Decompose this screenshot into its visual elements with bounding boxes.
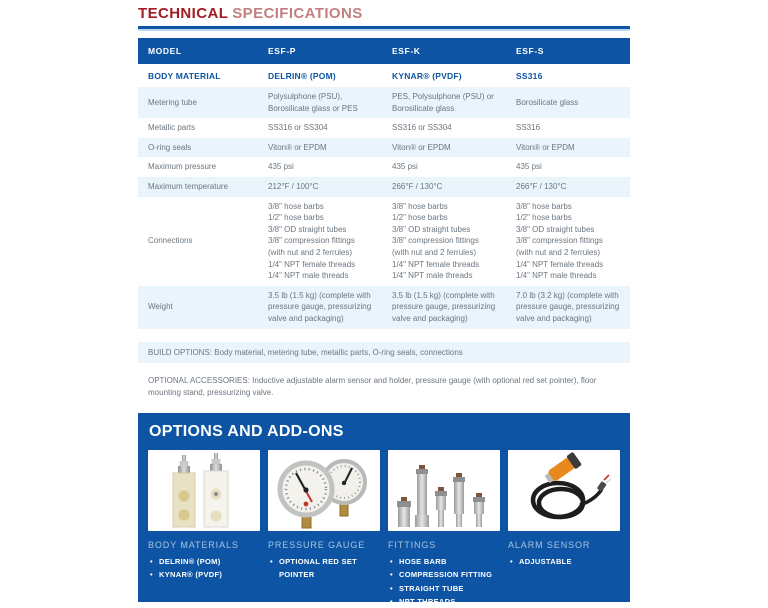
row-label: Metallic parts bbox=[148, 123, 196, 133]
fittings-image bbox=[392, 453, 496, 529]
row-value: 3.5 lb (1.5 kg) (complete with pressure gauge, pressurizing valve and packaging) bbox=[258, 286, 382, 329]
row-value: SS316 or SS304 bbox=[392, 123, 452, 133]
card-fittings bbox=[388, 450, 500, 608]
col-header-esf-s: ESF-S bbox=[506, 38, 630, 64]
row-value: SS316 or SS304 bbox=[268, 123, 328, 133]
row-value: Viton® or EPDM bbox=[382, 138, 506, 158]
row-value-line: 1/4" NPT male threads bbox=[268, 271, 349, 281]
gauge-left bbox=[280, 463, 332, 528]
body-material-row bbox=[138, 64, 630, 87]
row-value-line: 3/8" compression fittings (with nut and 2 ferrules) bbox=[516, 236, 603, 257]
title-divider-rule bbox=[138, 26, 630, 29]
row-value-line: 3/8" OD straight tubes bbox=[268, 224, 347, 234]
options-cards-row bbox=[148, 450, 620, 608]
card-bullets-body-materials bbox=[150, 555, 260, 581]
row-value-line: 3/8" OD straight tubes bbox=[516, 224, 595, 234]
row-value: 266°F / 130°C bbox=[382, 177, 506, 197]
row-value-line: 3/8" OD straight tubes bbox=[392, 224, 471, 234]
spec-table-header bbox=[138, 38, 630, 64]
card-bullet-item: • COMPRESSION FITTING bbox=[390, 568, 500, 581]
row-value: KYNAR® (PVDF) bbox=[382, 64, 506, 87]
row-value: SS316 bbox=[506, 64, 630, 87]
card-bullets-fittings bbox=[390, 555, 500, 608]
fitting-piece bbox=[473, 493, 485, 527]
row-value: 435 psi bbox=[268, 162, 294, 172]
row-value-line: 3/8" hose barbs bbox=[268, 201, 324, 211]
body-materials-image bbox=[152, 453, 256, 529]
fitting-piece bbox=[397, 497, 411, 527]
page-title-primary: TECHNICAL bbox=[138, 5, 229, 22]
spec-table bbox=[138, 38, 630, 329]
fitting-piece bbox=[453, 473, 465, 527]
row-label: Maximum temperature bbox=[138, 177, 258, 197]
delrin-body-block bbox=[173, 455, 195, 527]
table-row bbox=[138, 118, 630, 138]
card-bullets-alarm-sensor bbox=[510, 555, 620, 568]
row-value-line: 3/8" hose barbs bbox=[516, 201, 572, 211]
options-addons-title: OPTIONS AND ADD-ONS bbox=[149, 423, 344, 441]
fitting-piece bbox=[435, 487, 447, 527]
table-row bbox=[138, 138, 630, 158]
kynar-body-block bbox=[204, 453, 228, 527]
row-value-line: 3/8" hose barbs bbox=[392, 201, 448, 211]
fitting-piece bbox=[415, 465, 429, 527]
row-value-line: 1/2" hose barbs bbox=[516, 213, 572, 223]
table-header-row bbox=[138, 38, 630, 64]
col-header-model: MODEL bbox=[138, 38, 258, 64]
table-row bbox=[138, 157, 630, 177]
row-value-line: 1/4" NPT female threads bbox=[268, 259, 356, 269]
card-caption-pressure-gauge: PRESSURE GAUGE bbox=[268, 540, 366, 551]
card-caption-alarm-sensor: ALARM SENSOR bbox=[508, 540, 591, 551]
sensor-cable-coil bbox=[533, 483, 602, 517]
row-label: Maximum pressure bbox=[148, 162, 217, 172]
row-value: Borosilicate glass bbox=[506, 87, 630, 118]
row-value bbox=[506, 197, 630, 286]
card-bullet-item: • DELRIN® (POM) bbox=[150, 555, 260, 568]
row-value-line: 3/8" compression fittings (with nut and 2 ferrules) bbox=[392, 236, 479, 257]
sensor-head bbox=[542, 451, 581, 485]
row-value: 212°F / 100°C bbox=[258, 177, 382, 197]
row-value bbox=[258, 197, 382, 286]
page-title-secondary: SPECIFICATIONS bbox=[232, 5, 363, 22]
card-caption-fittings: FITTINGS bbox=[388, 540, 437, 551]
card-bullet-item: • KYNAR® (PVDF) bbox=[150, 568, 260, 581]
options-addons-section bbox=[138, 413, 630, 606]
row-label: Connections bbox=[148, 236, 193, 246]
col-header-esf-k: ESF-K bbox=[382, 38, 506, 64]
card-bullet-item: • STRAIGHT TUBE bbox=[390, 582, 500, 595]
row-value: 435 psi bbox=[392, 162, 418, 172]
table-row bbox=[138, 286, 630, 329]
row-value-line: 3/8" compression fittings (with nut and 2 ferrules) bbox=[268, 236, 355, 257]
col-header-esf-p: ESF-P bbox=[258, 38, 382, 64]
card-bullet-item: • HOSE BARB bbox=[390, 555, 500, 568]
table-row bbox=[138, 197, 630, 286]
row-value: PES, Polysulphone (PSU) or Borosilicate glass bbox=[382, 87, 506, 118]
table-row bbox=[138, 87, 630, 118]
body-materials-photo bbox=[148, 450, 260, 531]
row-value-line: 1/2" hose barbs bbox=[268, 213, 324, 223]
row-value-line: 1/4" NPT male threads bbox=[516, 271, 597, 281]
content-column bbox=[138, 0, 630, 606]
row-value-line: 1/4" NPT female threads bbox=[516, 259, 604, 269]
row-value: 435 psi bbox=[516, 162, 542, 172]
row-value: Viton® or EPDM bbox=[258, 138, 382, 158]
card-caption-body-materials: BODY MATERIALS bbox=[148, 540, 239, 551]
row-value: DELRIN® (POM) bbox=[258, 64, 382, 87]
card-body-materials bbox=[148, 450, 260, 608]
row-value bbox=[382, 197, 506, 286]
alarm-sensor-photo bbox=[508, 450, 620, 531]
row-label: Metering tube bbox=[138, 87, 258, 118]
row-value-line: 1/4" NPT female threads bbox=[392, 259, 480, 269]
row-value: 3.5 lb (1.5 kg) (complete with pressure gauge, pressurizing valve and packaging) bbox=[382, 286, 506, 329]
row-label: Weight bbox=[138, 286, 258, 329]
row-value: SS316 bbox=[516, 123, 541, 133]
row-value-line: 1/4" NPT male threads bbox=[392, 271, 473, 281]
card-alarm-sensor bbox=[508, 450, 620, 608]
table-row bbox=[138, 177, 630, 197]
optional-accessories-note: OPTIONAL ACCESSORIES: Inductive adjustable alarm sensor and holder, pressure gauge (with optional red set pointer), floor mounting stand, pressurizing valve. bbox=[138, 369, 630, 402]
card-bullets-pressure-gauge bbox=[270, 555, 380, 581]
row-value-line: 1/2" hose barbs bbox=[392, 213, 448, 223]
pressure-gauge-photo bbox=[268, 450, 380, 531]
row-label: O-ring seals bbox=[138, 138, 258, 158]
fittings-photo bbox=[388, 450, 500, 531]
card-pressure-gauge bbox=[268, 450, 380, 608]
pressure-gauge-image bbox=[272, 452, 376, 530]
card-bullet-item: • ADJUSTABLE bbox=[510, 555, 620, 568]
row-value: Polysulphone (PSU), Borosilicate glass or PES bbox=[258, 87, 382, 118]
card-bullet-item: • OPTIONAL RED SET POINTER bbox=[270, 555, 380, 581]
card-bullet-item: • NPT THREADS bbox=[390, 595, 500, 608]
page-title bbox=[138, 0, 630, 22]
row-value: 7.0 lb (3.2 kg) (complete with pressure gauge, pressurizing valve and packaging) bbox=[506, 286, 630, 329]
alarm-sensor-image bbox=[512, 453, 616, 529]
sensor-connector bbox=[597, 475, 611, 492]
row-label: BODY MATERIAL bbox=[138, 64, 258, 87]
row-value: Viton® or EPDM bbox=[506, 138, 630, 158]
row-value: 266°F / 130°C bbox=[506, 177, 630, 197]
spec-table-body bbox=[138, 87, 630, 329]
build-options-note: BUILD OPTIONS: Body material, metering tube, metallic parts, O-ring seals, connections bbox=[138, 342, 630, 363]
